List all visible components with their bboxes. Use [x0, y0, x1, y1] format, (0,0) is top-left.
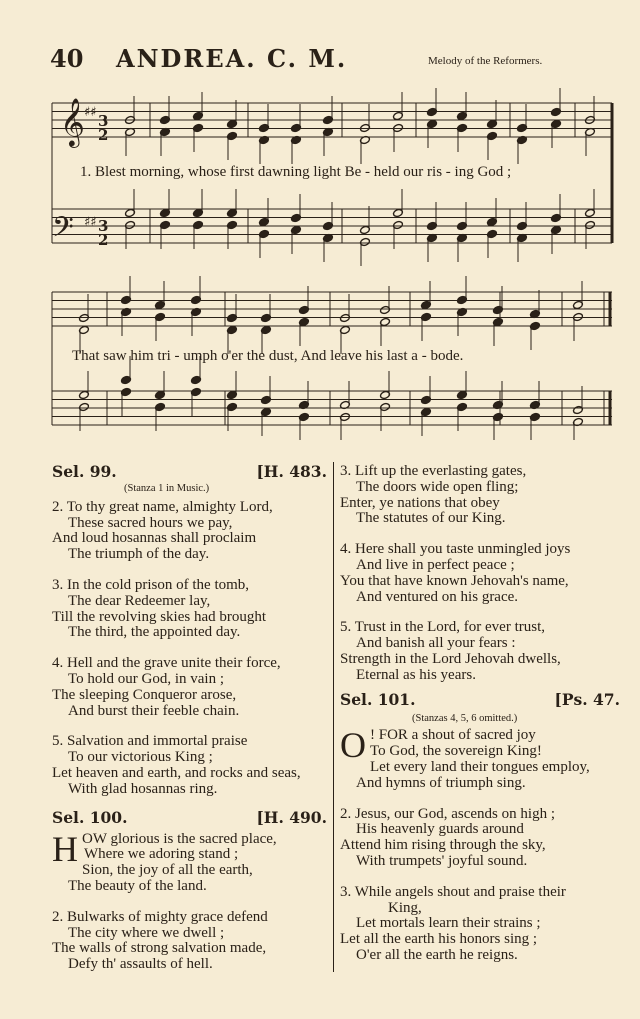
- verse-line: The third, the appointed day.: [68, 624, 241, 641]
- verse-line: To our victorious King ;: [68, 749, 213, 766]
- verse-line: 3. In the cold prison of the tomb,: [52, 576, 250, 593]
- treble-clef-icon: 𝄞: [60, 97, 85, 146]
- verse-line: To hold our God, in vain ;: [68, 670, 225, 687]
- verse-line: Attend him rising through the sky,: [340, 837, 546, 854]
- hymn-reference: [H. 483.: [256, 462, 327, 481]
- verse-line: His heavenly guards around: [356, 821, 524, 838]
- drop-cap: H: [52, 828, 78, 869]
- verse-line: 2. Jesus, our God, ascends on high ;: [340, 805, 555, 822]
- verse-line: And live in perfect peace ;: [356, 556, 515, 573]
- tune-source: Melody of the Reformers.: [428, 55, 543, 67]
- verse-line: To God, the sovereign King!: [370, 743, 542, 760]
- verse-line: And hymns of triumph sing.: [356, 774, 526, 791]
- verse-line: Strength in the Lord Jehovah dwells,: [340, 650, 561, 667]
- verse-line: With trumpets' joyful sound.: [356, 852, 528, 869]
- verse-line: Till the revolving skies had brought: [52, 608, 267, 625]
- hymn-stanzas: [340, 725, 620, 963]
- verse-line: And ventured on his grace.: [356, 588, 519, 605]
- verse-line: Let every land their tongues employ,: [370, 758, 590, 775]
- key-signature-icon: ♯♯: [84, 105, 97, 120]
- left-column: [52, 464, 327, 973]
- verse-line: 3. While angels shout and praise their: [340, 883, 566, 900]
- verse-line: The triumph of the day.: [68, 546, 210, 563]
- verse-line: The beauty of the land.: [68, 877, 207, 894]
- verse-line: 3. Lift up the everlasting gates,: [340, 463, 527, 479]
- page-number: 40: [50, 44, 84, 73]
- hymn-stanzas: [52, 500, 327, 798]
- verse-line: And burst their feeble chain.: [68, 702, 240, 719]
- verse-line: OW glorious is the sacred place,: [82, 830, 277, 847]
- stanza-note: (Stanzas 4, 5, 6 omitted.): [412, 712, 518, 724]
- verse-line: Let all the earth his honors sing ;: [340, 931, 538, 948]
- column-divider: [333, 462, 334, 972]
- time-signature-icon: 3: [98, 217, 109, 235]
- selection-label: Sel. 101.: [340, 689, 416, 709]
- verse-line: You that have known Jehovah's name,: [340, 572, 569, 589]
- music-score: [0, 0, 640, 440]
- verse-line: Sion, the joy of all the earth,: [82, 862, 253, 879]
- verse-line: And loud hosannas shall proclaim: [52, 530, 257, 547]
- tune-title: ANDREA. C. M.: [116, 44, 348, 73]
- verse-line: 5. Salvation and immortal praise: [52, 733, 248, 750]
- hymn-reference: [H. 490.: [256, 807, 327, 827]
- verse-line: 2. Bulwarks of mighty grace defend: [52, 908, 268, 925]
- selection-label: Sel. 100.: [52, 807, 128, 827]
- selection-label: Sel. 99.: [52, 462, 117, 481]
- verse-line: The dear Redeemer lay,: [68, 592, 211, 609]
- hymn-stanzas: [52, 828, 327, 973]
- verse-line: O'er all the earth he reigns.: [356, 946, 518, 963]
- verse-line: 4. Here shall you taste unmingled joys: [340, 541, 571, 558]
- verse-line: The walls of strong salvation made,: [52, 940, 267, 957]
- verse-line: Eternal as his years.: [356, 666, 476, 683]
- time-signature-icon: 3: [98, 112, 109, 130]
- hymn-stanzas: [340, 464, 620, 684]
- lyric-line-2: That saw him tri - umph o'er the dust, And leave his last a - bode.: [72, 348, 464, 364]
- verse-line: ! FOR a shout of sacred joy: [370, 727, 536, 744]
- lyric-line-1: 1. Blest morning, whose first dawning light Be - held our ris - ing God ;: [80, 164, 512, 180]
- time-signature-icon: 2: [98, 126, 109, 144]
- verse-line: Enter, ye nations that obey: [340, 494, 500, 511]
- verse-line: The statutes of our King.: [356, 510, 506, 527]
- verse-line: The doors wide open fling;: [356, 478, 519, 495]
- verse-line: These sacred hours we pay,: [68, 514, 233, 531]
- verse-line: And banish all your fears :: [356, 635, 516, 652]
- time-signature-icon: 2: [98, 231, 109, 249]
- hymn-reference: [Ps. 47.: [554, 689, 620, 709]
- verse-line: Let heaven and earth, and rocks and seas,: [52, 764, 301, 781]
- verse-line: Let mortals learn their strains ;: [356, 915, 541, 932]
- verse-line: Where we adoring stand ;: [84, 846, 239, 863]
- verse-line: 4. Hell and the grave unite their force,: [52, 655, 281, 672]
- verse-line: Defy th' assaults of hell.: [68, 956, 213, 973]
- verse-line: The sleeping Conqueror arose,: [52, 686, 237, 703]
- stanza-note: (Stanza 1 in Music.): [124, 483, 210, 494]
- verse-line: 5. Trust in the Lord, for ever trust,: [340, 619, 545, 636]
- verse-line: With glad hosannas ring.: [68, 780, 218, 797]
- verse-line: 2. To thy great name, almighty Lord,: [52, 498, 273, 515]
- bass-clef-icon: 𝄢: [52, 211, 74, 251]
- key-signature-icon: ♯♯: [84, 215, 97, 230]
- drop-cap: O: [340, 725, 366, 766]
- verse-line: King,: [388, 899, 422, 916]
- right-column: [340, 464, 620, 964]
- verse-line: The city where we dwell ;: [68, 924, 225, 941]
